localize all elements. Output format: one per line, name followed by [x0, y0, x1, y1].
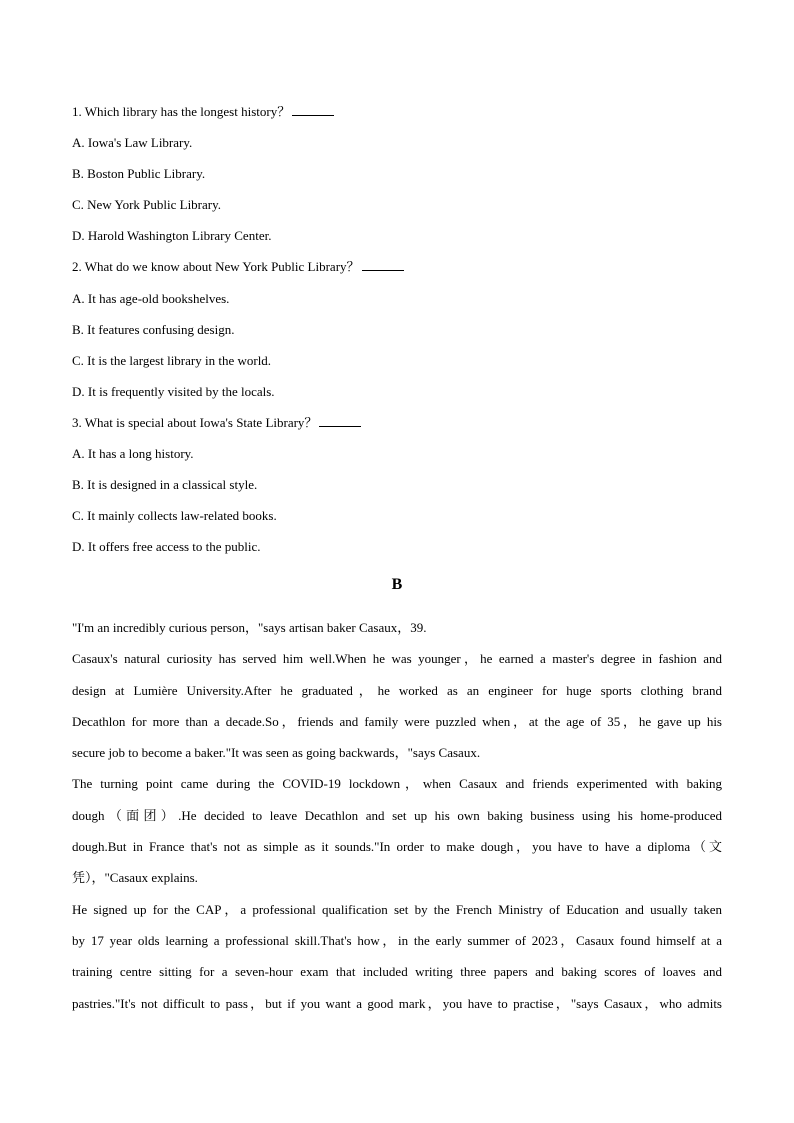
passage-line: pastries."It's not difficult to pass，but if you want a good mark，you have to practise，"says Casaux，who admits	[72, 995, 722, 1011]
passage-line: training centre sitting for a seven-hour exam that included writing three papers and baking scores of loaves and	[72, 964, 722, 980]
passage-paragraph-4	[72, 894, 722, 1019]
passage-line: 凭），"Casaux explains.	[72, 870, 198, 886]
passage-line: Casaux's natural curiosity has served him well.When he was younger，he earned a master's degree in fashion and	[72, 651, 722, 667]
passage-line: by 17 year olds learning a professional skill.That's how，in the early summer of 2023，Casaux found himself at a	[72, 932, 722, 948]
passage-line: design at Lumière University.After he graduated，he worked as an engineer for huge sports clothing brand	[72, 682, 722, 698]
question-3-option-b[interactable]: B. It is designed in a classical style.	[72, 477, 258, 493]
passage-paragraph-3	[72, 768, 722, 893]
question-2-stem: 2. What do we know about New York Public Library？	[72, 258, 722, 289]
question-1-option-c[interactable]: C. New York Public Library.	[72, 197, 222, 213]
question-1-option-b[interactable]: B. Boston Public Library.	[72, 166, 206, 182]
answer-blank-1[interactable]	[292, 103, 334, 116]
answer-blank-2[interactable]	[362, 258, 404, 271]
question-2-option-b[interactable]: B. It features confusing design.	[72, 321, 235, 337]
passage-line: "I'm an incredibly curious person，"says artisan baker Casaux，39.	[72, 620, 427, 635]
question-1-option-a[interactable]: A. Iowa's Law Library.	[72, 135, 193, 151]
question-2-option-a[interactable]: A. It has age-old bookshelves.	[72, 290, 230, 306]
question-3-stem: 3. What is special about Iowa's State Library？	[72, 414, 722, 445]
passage-paragraph-2	[72, 643, 722, 768]
passage-line: The turning point came during the COVID-19 lockdown，when Casaux and friends experimented with baking	[72, 776, 723, 792]
question-3-option-c[interactable]: C. It mainly collects law-related books.	[72, 508, 277, 524]
passage-line: dough（面团）.He decided to leave Decathlon and set up his own baking business using his home-produced	[72, 807, 722, 823]
reading-passage	[72, 612, 722, 1019]
question-2-option-d[interactable]: D. It is frequently visited by the locals.	[72, 383, 275, 399]
question-2-option-c[interactable]: C. It is the largest library in the world.	[72, 352, 272, 368]
answer-blank-3[interactable]	[319, 414, 361, 427]
question-list	[72, 103, 722, 569]
question-3-option-d[interactable]: D. It offers free access to the public.	[72, 539, 261, 555]
passage-paragraph-1	[72, 612, 722, 643]
passage-line: dough.But in France that's not as simple as it sounds."In order to make dough，you have to have a diploma（文	[72, 839, 722, 855]
question-3-option-a[interactable]: A. It has a long history.	[72, 446, 194, 462]
passage-line: Decathlon for more than a decade.So，friends and family were puzzled when，at the age of 35，he gave up his	[72, 713, 722, 729]
passage-line: He signed up for the CAP，a professional qualification set by the French Ministry of Education and usually taken	[72, 901, 722, 917]
question-1-stem: 1. Which library has the longest history？	[72, 103, 722, 134]
section-heading: B	[391, 576, 403, 593]
question-1-option-d[interactable]: D. Harold Washington Library Center.	[72, 228, 272, 244]
passage-line: secure job to become a baker."It was seen as going backwards，"says Casaux.	[72, 745, 481, 761]
